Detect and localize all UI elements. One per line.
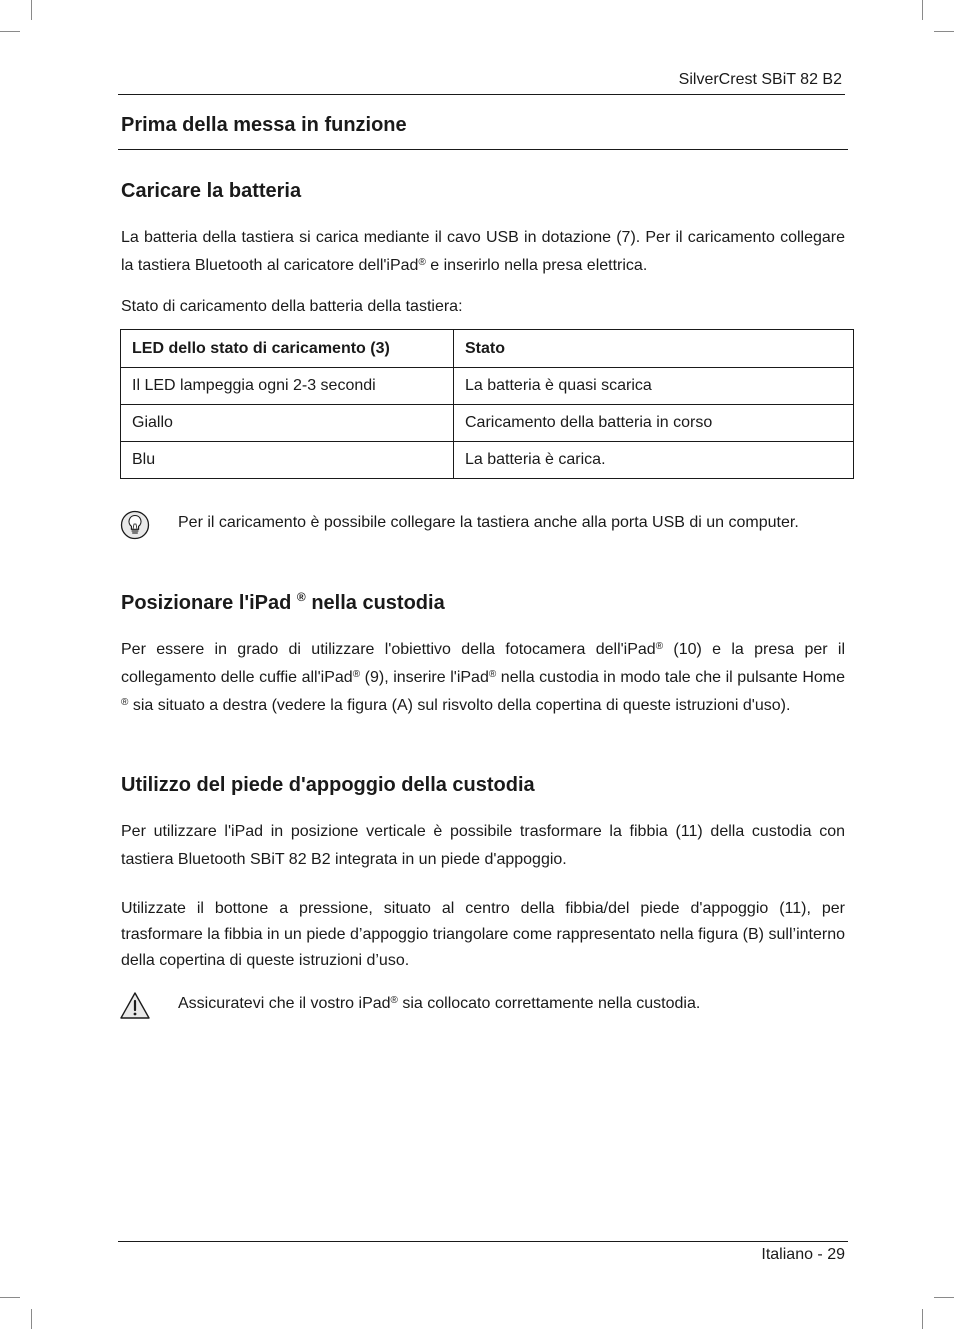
crop-mark (922, 1309, 923, 1329)
warning-triangle-icon (120, 991, 150, 1021)
stand-paragraph-2: Utilizzate il bottone a pressione, situato al centro della fibbia/del piede d'appoggio (11), per trasformare la fibbia in un piede d’appoggio triangolare come rappresentato nella figura (B) sull’interno della copertina di queste istruzioni d’uso. (121, 900, 845, 969)
table-cell: Giallo (121, 405, 454, 442)
registered-mark: ® (296, 590, 306, 604)
tip-text: Per il caricamento è possibile collegare la tastiera anche alla porta USB di un computer. (178, 514, 799, 531)
charging-status-table (120, 329, 854, 479)
heading-stand: Utilizzo del piede d'appoggio della custodia (121, 774, 535, 796)
charging-paragraph: La batteria della tastiera si carica mediante il cavo USB in dotazione (7). Per il caricamento collegare la tastiera Bluetooth al caricatore dell'iPad® e inserirlo nella presa elettrica. (121, 229, 845, 274)
charging-status-intro: Stato di caricamento della batteria della tastiera: (121, 298, 463, 315)
footer-rule (118, 1241, 848, 1242)
registered-mark: ® (390, 995, 398, 1006)
table-row (121, 442, 854, 479)
table-cell: La batteria è carica. (454, 442, 854, 479)
table-cell: Blu (121, 442, 454, 479)
warning-text: Assicuratevi che il vostro iPad® sia collocato correttamente nella custodia. (178, 995, 701, 1012)
registered-mark: ® (418, 257, 426, 268)
section-title: Prima della messa in funzione (121, 114, 407, 136)
crop-mark (0, 1297, 20, 1298)
table-cell: La batteria è quasi scarica (454, 368, 854, 405)
crop-mark (934, 1297, 954, 1298)
table-row (121, 368, 854, 405)
positioning-paragraph: Per essere in grado di utilizzare l'obiettivo della fotocamera dell'iPad® (10) e la presa per il collegamento delle cuffie all'iPad® (9), inserire l'iPad® nella custodia in modo tale che il pulsante Home ® sia situato a destra (vedere la figura (A) sul risvolto della copertina di queste istruzioni d'uso). (121, 641, 846, 714)
table-cell: Caricamento della batteria in corso (454, 405, 854, 442)
section-rule (118, 149, 848, 150)
crop-mark (31, 0, 32, 20)
running-header: SilverCrest SBiT 82 B2 (678, 71, 842, 88)
page-number: Italiano - 29 (761, 1246, 845, 1263)
stand-paragraph-1: Per utilizzare l'iPad in posizione verticale è possibile trasformare la fibbia (11) della custodia con tastiera Bluetooth SBiT 82 B2 integrata in un piede d'appoggio. (121, 823, 845, 868)
crop-mark (922, 0, 923, 20)
table-header: Stato (454, 330, 854, 368)
table-header: LED dello stato di caricamento (3) (121, 330, 454, 368)
lightbulb-tip-icon (120, 510, 150, 540)
heading-positioning: Posizionare l'iPad ® nella custodia (121, 590, 445, 614)
table-row (121, 405, 854, 442)
table-header-row (121, 330, 854, 368)
crop-mark (31, 1309, 32, 1329)
crop-mark (934, 31, 954, 32)
crop-mark (0, 31, 20, 32)
heading-charging: Caricare la batteria (121, 180, 302, 202)
table-cell: Il LED lampeggia ogni 2-3 secondi (121, 368, 454, 405)
header-rule (118, 94, 845, 95)
